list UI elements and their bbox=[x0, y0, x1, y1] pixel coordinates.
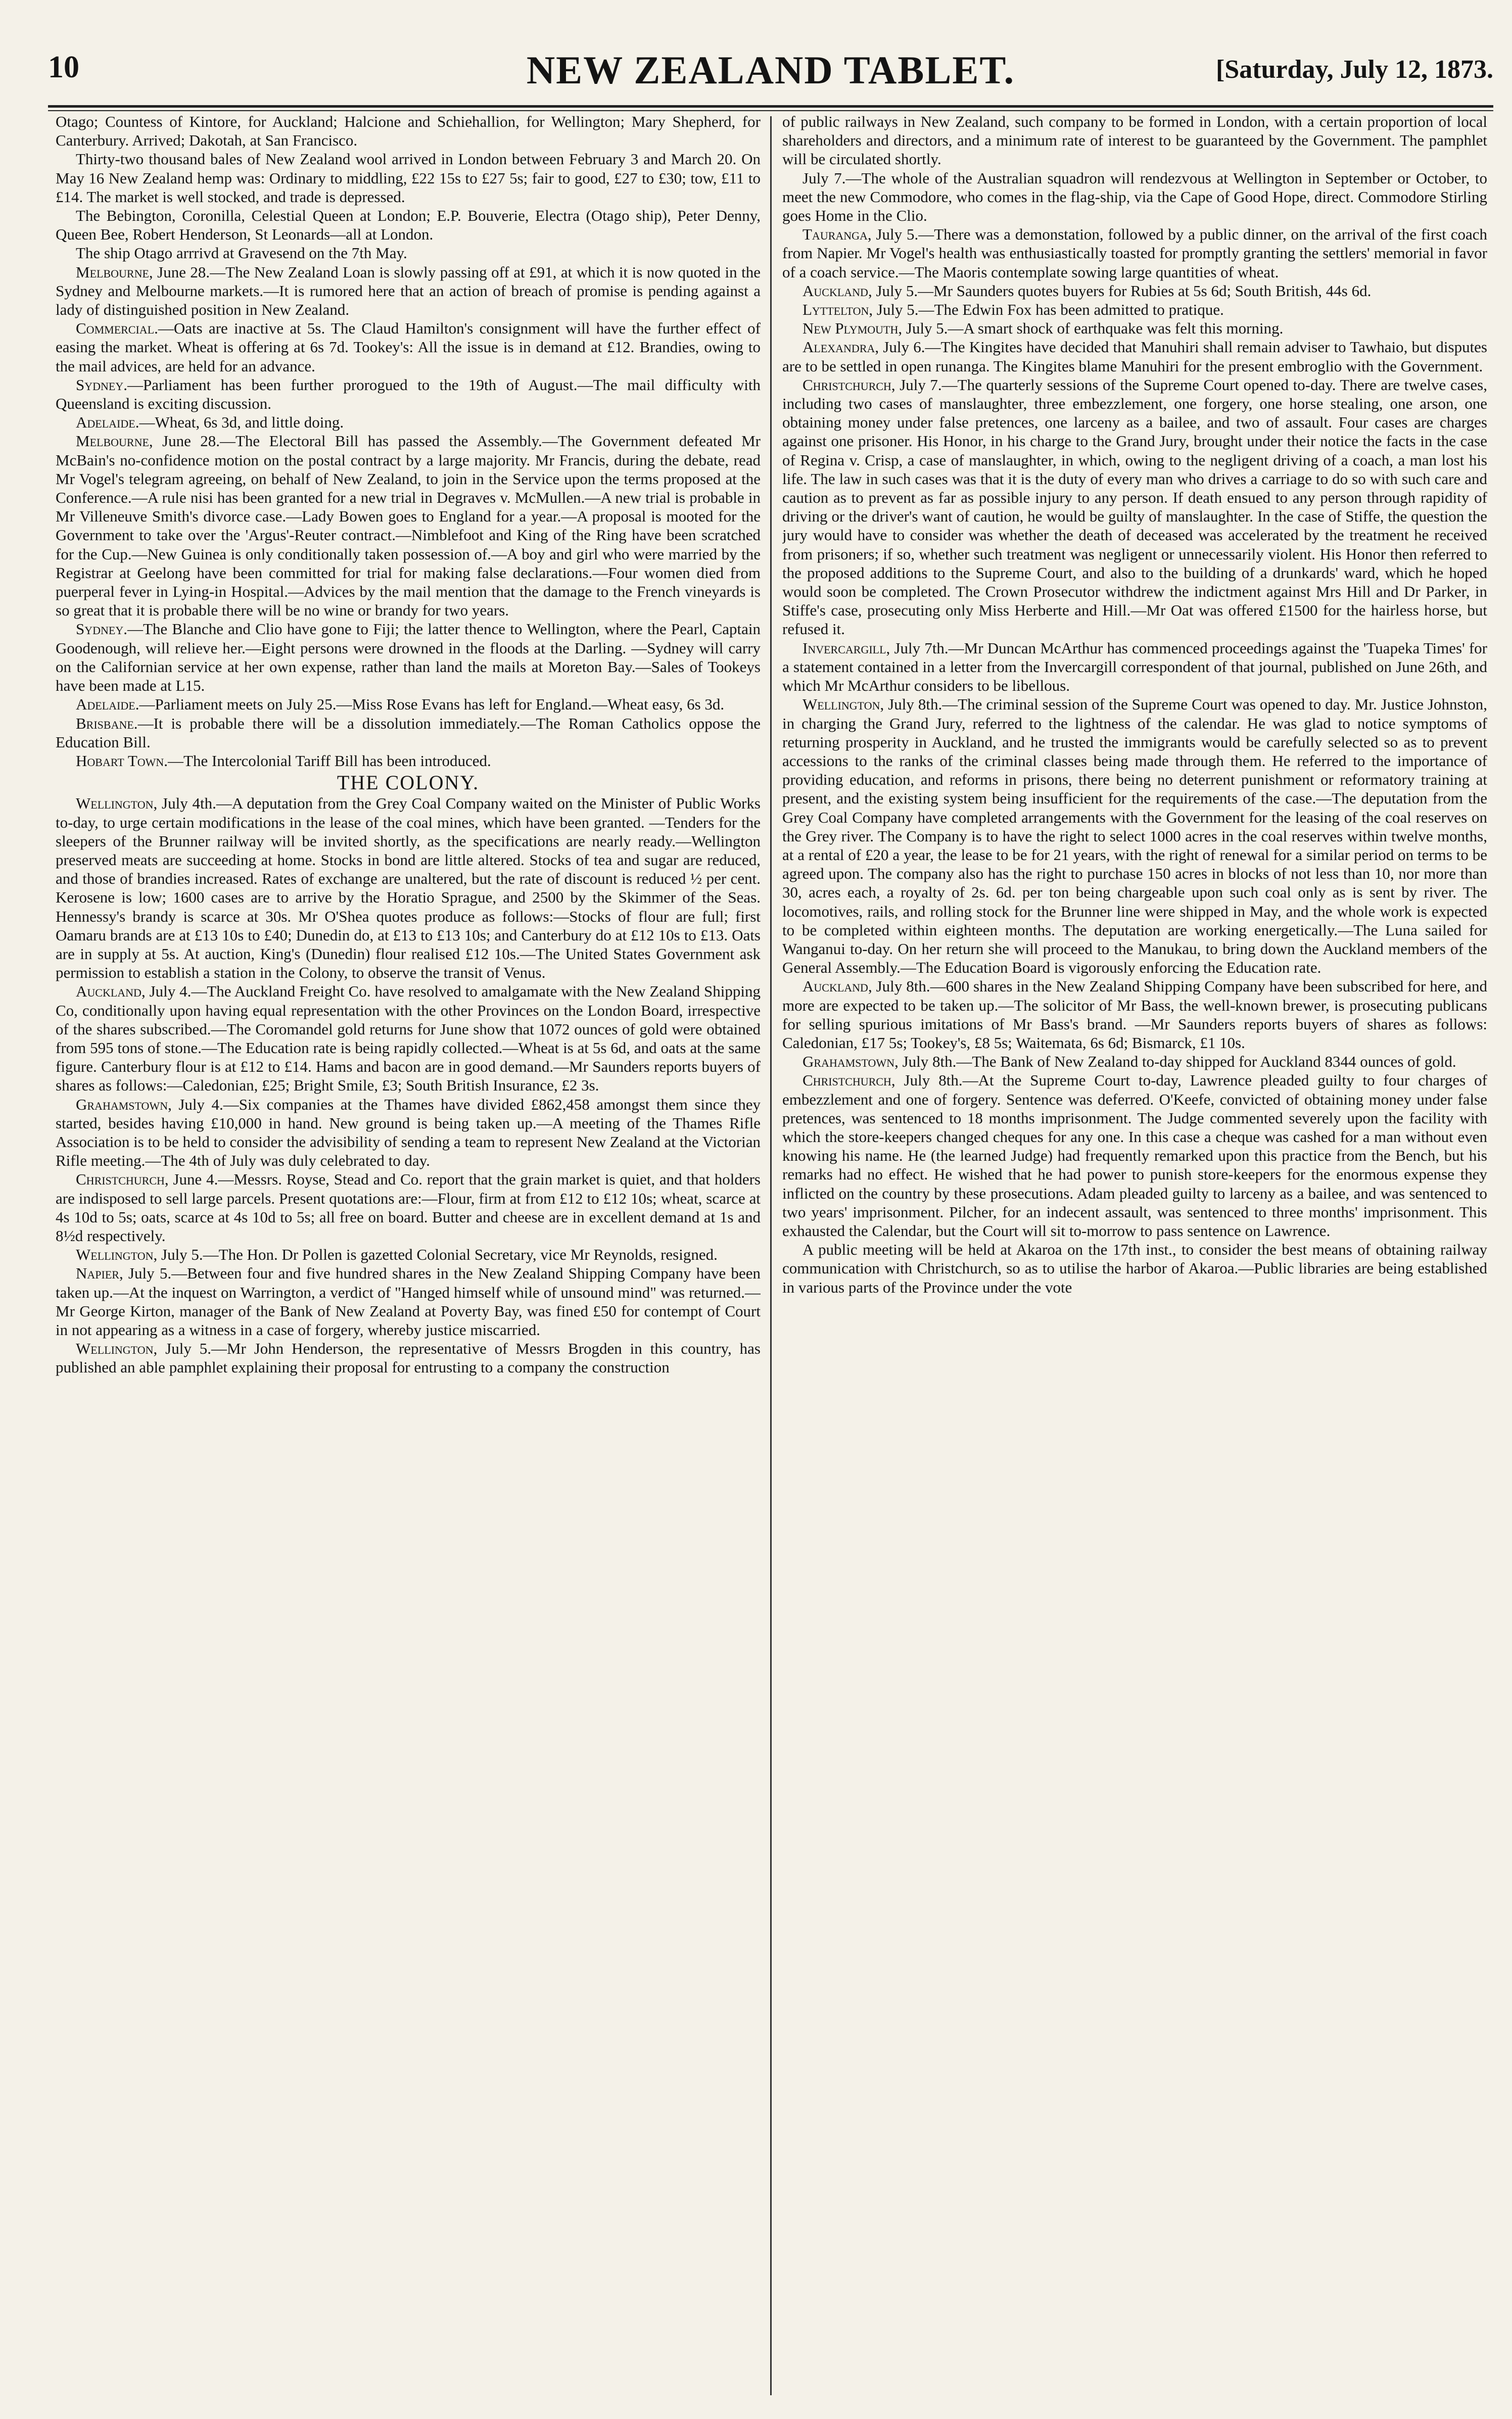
paragraph bbox=[56, 413, 761, 432]
paragraph-text: June 28.—The Electoral Bill has passed the Assembly.—The Government defeated Mr McBain's no-confidence motion on the postal contract by a large majority. Mr Francis, during the debate, read Mr Vogel's telegram agreeing, on behalf of New Zealand, to join in the Service upon the terms proposed at the Conference.—A rule nisi has been granted for a new trial in Degraves v. McMullen.—A new trial is probable in Mr Villeneuve Smith's divorce case.—Lady Bowen goes to England for a year.—A proposal is mooted for the Government to take over the 'Argus'-Reuter contract.—Nimblefoot and King of the Ring have been scratched for the Cup.—New Guinea is only conditionally taken possession of.—A boy and girl who were married by the Registrar at Geelong have been committed for trial for making false declarations.—Four women died from puerperal fever in Lying-in Hospital.—Advices by the mail mention that the damage to the French vineyards is so great that it is probable there will be no wine or brandy for two years. bbox=[56, 432, 761, 620]
header-rule-thin bbox=[48, 110, 1493, 111]
dateline: Sydney. bbox=[76, 620, 127, 638]
column-divider bbox=[770, 116, 772, 2395]
paragraph bbox=[56, 1264, 761, 1339]
dateline: Christchurch, bbox=[802, 1071, 895, 1089]
dateline: Auckland, bbox=[802, 977, 872, 995]
paragraph-text: —The Intercolonial Tariff Bill has been introduced. bbox=[168, 751, 491, 770]
paragraph-text: June 4.—Messrs. Royse, Stead and Co. report that the grain market is quiet, and that holders are indisposed to sell large parcels. Present quotations are:—Flour, firm at from £12 to £12 10s; wheat, scarce at 4s 10d to 5s; oats, scarce at 4s 10d to 5s; all free on board. Butter and cheese are in excellent demand at 1s and 8½d respectively. bbox=[56, 1170, 761, 1245]
paragraph bbox=[782, 225, 1487, 281]
dateline: Brisbane. bbox=[76, 714, 138, 732]
paragraph-text: —Parliament meets on July 25.—Miss Rose Evans has left for England.—Wheat easy, 6s 3d. bbox=[139, 695, 725, 714]
paragraph-text: July 7th.—Mr Duncan McArthur has commenced proceedings against the 'Tuapeka Times' for a statement contained in a letter from the Invercargill correspondent of that journal, published on June 26th, and which Mr McArthur considers to be libellous. bbox=[782, 639, 1487, 695]
paragraph bbox=[782, 375, 1487, 639]
paragraph bbox=[782, 1071, 1487, 1240]
paragraph-text: —Oats are inactive at 5s. The Claud Hamilton's consignment will have the further effect of easing the market. Wheat is offering at 6s 7d. Tookey's: All the issue is in demand at £12. Brandies, owing to the mail advices, are held for an advance. bbox=[56, 319, 761, 375]
paragraph bbox=[56, 714, 761, 751]
dateline: Grahamstown, bbox=[802, 1053, 899, 1071]
paragraph bbox=[56, 375, 761, 413]
dateline: Melbourne, bbox=[76, 432, 153, 450]
right-column bbox=[782, 112, 1487, 2396]
paragraph bbox=[782, 1052, 1487, 1071]
paragraph bbox=[56, 1245, 761, 1264]
paragraph: Thirty-two thousand bales of New Zealand wool arrived in London between February 3 and March 20. On May 16 New Zealand hemp was: Ordinary to middling, £22 15s to £27 5s; fair to good, £27 to £30; tow, £11 to £14. The market is well stocked, and trade is depressed. bbox=[56, 150, 761, 206]
header-rule bbox=[48, 105, 1493, 108]
paragraph-text: —Wheat, 6s 3d, and little doing. bbox=[139, 413, 344, 432]
paragraph bbox=[782, 977, 1487, 1052]
paragraph bbox=[56, 432, 761, 620]
paragraph-text: June 28.—The New Zealand Loan is slowly passing off at £91, at which it is now quoted in the Sydney and Melbourne markets.—It is rumored here that an action of breach of promise is pending against a lady of distinguished position in New Zealand. bbox=[56, 263, 761, 319]
paragraph bbox=[56, 751, 761, 770]
paragraph: of public railways in New Zealand, such company to be formed in London, with a certain proportion of local shareholders and directors, and a minimum rate of interest to be guaranteed by the Government. The pamphlet will be circulated shortly. bbox=[782, 113, 1487, 168]
dateline: Christchurch, bbox=[802, 375, 895, 394]
newspaper-title: NEW ZEALAND TABLET. bbox=[526, 48, 1015, 92]
paragraph-text: July 7.—The quarterly sessions of the Supreme Court opened to-day. There are twelve cases, including two cases of manslaughter, three embezzlement, one forgery, one horse stealing, one arson, one obtaining money under false pretences, one larceny as a bailee, and two of assault. Four cases are charges against one prisoner. His Honor, in his charge to the Grand Jury, brought under their notice the facts in the case of Regina v. Crisp, a case of manslaughter, in which, owing to the negligent driving of a coach, a man lost his life. The law in such cases was that it is the duty of every man who drives a carriage to do so with such care and caution as to prevent as far as possible injury to any person. If death ensued to any person through rapidity of driving or the driver's want of caution, he would be guilty of manslaughter. In the case of Stiffe, the question the jury would have to consider was whether the death of deceased was accelerated by the treatment he received from prisoners; if so, whether such treatment was negligent or unnecessarily violent. His Honor then referred to the proposed additions to the Supreme Court, and also to the building of a drunkards' ward, which he hoped would soon be completed. The Crown Prosecutor withdrew the indictment against Mrs Hill and Dr Parker, in Stiffe's case, prosecuting only Miss Herberte and Hill.—Mr Oat was offered £1500 for the hairless horse, but refused it. bbox=[782, 375, 1487, 638]
paragraph-text: July 5.—The Hon. Dr Pollen is gazetted Colonial Secretary, vice Mr Reynolds, resigned. bbox=[157, 1246, 718, 1264]
paragraph-text: July 5.—Mr John Henderson, the representative of Messrs Brogden in this country, has published an able pamphlet explaining their proposal for entrusting to a company the construction bbox=[56, 1340, 761, 1377]
paragraph bbox=[56, 1095, 761, 1170]
dateline: Adelaide. bbox=[76, 413, 139, 432]
paragraph: The Bebington, Coronilla, Celestial Queen at London; E.P. Bouverie, Electra (Otago ship), Peter Denny, Queen Bee, Robert Henderson, St Leonards—all at London. bbox=[56, 207, 761, 244]
paragraph-text: July 4.—The Auckland Freight Co. have resolved to amalgamate with the New Zealand Shipping Co, conditionally upon having equal representation with the other Provinces on the London Board, irrespective of the shares subscribed.—The Coromandel gold returns for June show that 1072 ounces of gold were obtained from 595 tons of stone.—The Education rate is being rapidly collected.—Wheat is at 5s 6d, and oats at the same figure. Canterbury flour is at £12 to £14. Hams and bacon are in good demand.—Mr Saunders reports buyers of shares as follows:—Caledonian, £25; Bright Smile, £3; South British Insurance, £2 3s. bbox=[56, 982, 761, 1095]
dateline: Lyttelton, bbox=[802, 301, 873, 319]
dateline: New Plymouth, bbox=[802, 319, 903, 338]
dateline: Wellington, bbox=[802, 695, 884, 714]
paragraph bbox=[782, 319, 1487, 338]
paragraph bbox=[782, 281, 1487, 300]
dateline: Wellington, bbox=[76, 1246, 158, 1264]
paragraph bbox=[782, 300, 1487, 319]
paragraph-text: July 8th.—The criminal session of the Supreme Court was opened to day. Mr. Justice Johnston, in charging the Grand Jury, referred to the lightness of the calendar. He was glad to notice symptoms of returning prosperity in Auckland, and he trusted the immigrants would be carefully selected so as to prevent accessions to the ranks of the criminal classes being made through them. He referred to the importance of providing education, and reforms in prisons, there being no deterrent punishment or reformatory training at present, and the existing system being insufficient for the requirements of the case.—The deputation from the Grey Coal Company have completed arrangements with the Government for the leasing of the coal reserves on the Grey river. The Company is to have the right to select 1000 acres in the coal reserves within twelve months, at a rental of £20 a year, the lease to be for 21 years, with the right of renewal for a similar period on terms to be agreed upon. The company also has the right to purchase 150 acres in blocks of not less than 10, nor more than 30, acres each, a royalty of 2s. 6d. per ton being chargeable upon such coal only as is sent by river. The locomotives, rails, and rolling stock for the Brunner line were shipped in May, and the whole work is expected to be completed within eighteen months. The deputation are working energetically.—The Luna sailed for Wanganui to-day. On her return she will proceed to the Manukau, to bring down the Auckland members of the General Assembly.—The Education Board is vigorously enforcing the Education rate. bbox=[782, 695, 1487, 977]
paragraph-text: —Parliament has been further prorogued to the 19th of August.—The mail difficulty with Queensland is exciting discussion. bbox=[56, 375, 761, 413]
paragraph bbox=[782, 338, 1487, 375]
dateline: Auckland, bbox=[76, 982, 146, 1001]
dateline: Wellington, bbox=[76, 794, 158, 813]
paragraph bbox=[56, 982, 761, 1095]
paragraph: Otago; Countess of Kintore, for Auckland; Halcione and Schiehallion, for Wellington; Mary Shepherd, for Canterbury. Arrived; Dakotah, at San Francisco. bbox=[56, 113, 761, 150]
page-header bbox=[48, 45, 1493, 101]
dateline: Auckland, bbox=[802, 281, 872, 300]
paragraph bbox=[56, 319, 761, 375]
dateline: Wellington, bbox=[76, 1340, 158, 1358]
paragraph-text: July 6.—The Kingites have decided that Manuhiri shall remain adviser to Tawhaio, but disputes are to be settled in open runanga. The Kingites blame Manuhiri for the present embroglio with the Government. bbox=[782, 338, 1487, 375]
page-number: 10 bbox=[48, 50, 79, 84]
paragraph-text: July 4.—Six companies at the Thames have divided £862,458 amongst them since they started, besides having £10,000 in hand. New ground is being taken up.—A meeting of the Thames Rifle Association is to be held to consider the advisibility of sending a team to represent New Zealand at the Victorian Rifle meeting.—The 4th of July was duly celebrated to day. bbox=[56, 1095, 761, 1170]
paragraph: The ship Otago arrrivd at Gravesend on the 7th May. bbox=[76, 244, 407, 262]
paragraph bbox=[56, 1170, 761, 1245]
paragraph bbox=[56, 1339, 761, 1377]
dateline: Napier, bbox=[76, 1264, 123, 1283]
section-heading: THE COLONY. bbox=[337, 771, 480, 794]
issue-date: [Saturday, July 12, 1873. bbox=[1216, 55, 1493, 84]
paragraph-text: July 4th.—A deputation from the Grey Coal Company waited on the Minister of Public Works to-day, to urge certain modifications in the lease of the coal mines, which have been granted. —Tenders for the sleepers of the Brunner railway will be invited shortly, as the specifications are nearly ready.—Wellington preserved meats are succeeding at home. Stocks in bond are little altered. Stocks of tea and sugar are reduced, and those of brandies increased. Rates of exchange are unaltered, but the rate of discount is reduced ½ per cent. Kerosene is low; 1600 cases are to arrive by the Horatio Sprague, and 2500 by the Skimmer of the Seas. Hennessy's brandy is scarce at 30s. Mr O'Shea quotes produce as follows:—Stocks of flour are full; first Oamaru brands are at £13 10s to £40; Dunedin do, at £13 to £13 10s; and Canterbury do at £12 10s to £13. Oats are in supply at 5s. At auction, King's (Dunedin) flour realised £12 10s.—The United States Government ask permission to establish a station in the Colony, to observe the transit of Venus. bbox=[56, 794, 761, 982]
dateline: Melbourne, bbox=[76, 263, 153, 281]
paragraph bbox=[782, 639, 1487, 695]
paragraph: July 7.—The whole of the Australian squadron will rendezvous at Wellington in September or October, to meet the new Commodore, who comes in the flag-ship, via the Cape of Good Hope, direct. Commodore Stirling goes Home in the Clio. bbox=[782, 169, 1487, 225]
paragraph-text: July 5.—The Edwin Fox has been admitted to pratique. bbox=[873, 301, 1224, 319]
paragraph bbox=[56, 695, 761, 714]
paragraph: A public meeting will be held at Akaroa on the 17th inst., to consider the best means of obtaining railway communication with Christchurch, so as to utilise the harbor of Akaroa.—Public libraries are being established in various parts of the Province under the vote bbox=[782, 1241, 1487, 1296]
dateline: Alexandra, bbox=[802, 338, 879, 356]
paragraph bbox=[782, 695, 1487, 977]
dateline: Grahamstown, bbox=[76, 1095, 172, 1113]
paragraph-text: July 5.—A smart shock of earthquake was felt this morning. bbox=[902, 319, 1284, 338]
left-column bbox=[56, 112, 761, 2396]
paragraph-text: July 8th.—The Bank of New Zealand to-day shipped for Auckland 8344 ounces of gold. bbox=[898, 1053, 1456, 1071]
paragraph-text: July 8th.—600 shares in the New Zealand Shipping Company have been subscribed for here, and more are expected to be taken up.—The solicitor of Mr Bass, the well-known brewer, is prosecuting publicans for selling spurious imitations of Mr Bass's brand. —Mr Saunders reports buyers of shares as follows: Caledonian, £17 5s; Tookey's, £8 5s; Waitemata, 6s 6d; Bismarck, £1 10s. bbox=[782, 977, 1487, 1052]
paragraph-text: July 5.—Mr Saunders quotes buyers for Rubies at 5s 6d; South British, 44s 6d. bbox=[872, 281, 1372, 300]
paragraph-text: July 5.—Between four and five hundred shares in the New Zealand Shipping Company have been taken up.—At the inquest on Warrington, a verdict of "Hanged himself while of unsound mind" was returned.—Mr George Kirton, manager of the Bank of New Zealand at Poverty Bay, was fined £50 for contempt of Court in not appearing as a witness in a case of forgery, whereby justice miscarried. bbox=[56, 1264, 761, 1339]
paragraph bbox=[56, 620, 761, 695]
dateline: Hobart Town. bbox=[76, 751, 168, 770]
dateline: Commercial. bbox=[76, 319, 158, 338]
paragraph-text: —It is probable there will be a dissolution immediately.—The Roman Catholics oppose the Education Bill. bbox=[56, 714, 761, 751]
paragraph-text: —The Blanche and Clio have gone to Fiji; the latter thence to Wellington, where the Pearl, Captain Goodenough, will relieve her.—Eight persons were drowned in the floods at the Darling. —Sydney will carry on the Californian service at her own expense, rather than land the mails at Moreton Bay.—Sales of Tookeys have been made at L15. bbox=[56, 620, 761, 695]
dateline: Tauranga, bbox=[802, 225, 872, 244]
dateline: Invercargill, bbox=[802, 639, 890, 657]
dateline: Christchurch, bbox=[76, 1170, 169, 1189]
dateline: Adelaide. bbox=[76, 695, 139, 714]
paragraph-text: July 8th.—At the Supreme Court to-day, Lawrence pleaded guilty to four charges of embezzlement and one of forgery. Sentence was deferred. O'Keefe, convicted of obtaining money under false pretences, was sentenced to 18 months imprisonment. The Judge commented severely upon the facility with which the store-keepers changed cheques for any one. In this case a cheque was cashed for a man without even knowing his name. He (the learned Judge) had frequently remarked upon this practice from the Bench, but his remarks had no effect. He wished that he had power to punish store-keepers for the enormous expense they inflicted on the country by these prosecutions. Adam pleaded guilty to larceny as a bailee, and was sentenced to two years' imprisonment. Pilcher, for an indecent assault, was sentenced to three months' imprisonment. This exhausted the Calendar, but the Court will sit to-morrow to pass sentence on Lawrence. bbox=[782, 1071, 1487, 1240]
paragraph-text: July 5.—There was a demonstation, followed by a public dinner, on the arrival of the first coach from Napier. Mr Vogel's health was enthusiastically toasted for promptly granting the settlers' memorial in favor of a coach service.—The Maoris contemplate sowing large quantities of wheat. bbox=[782, 225, 1487, 281]
paragraph bbox=[56, 263, 761, 319]
dateline: Sydney. bbox=[76, 375, 127, 394]
paragraph bbox=[56, 794, 761, 982]
